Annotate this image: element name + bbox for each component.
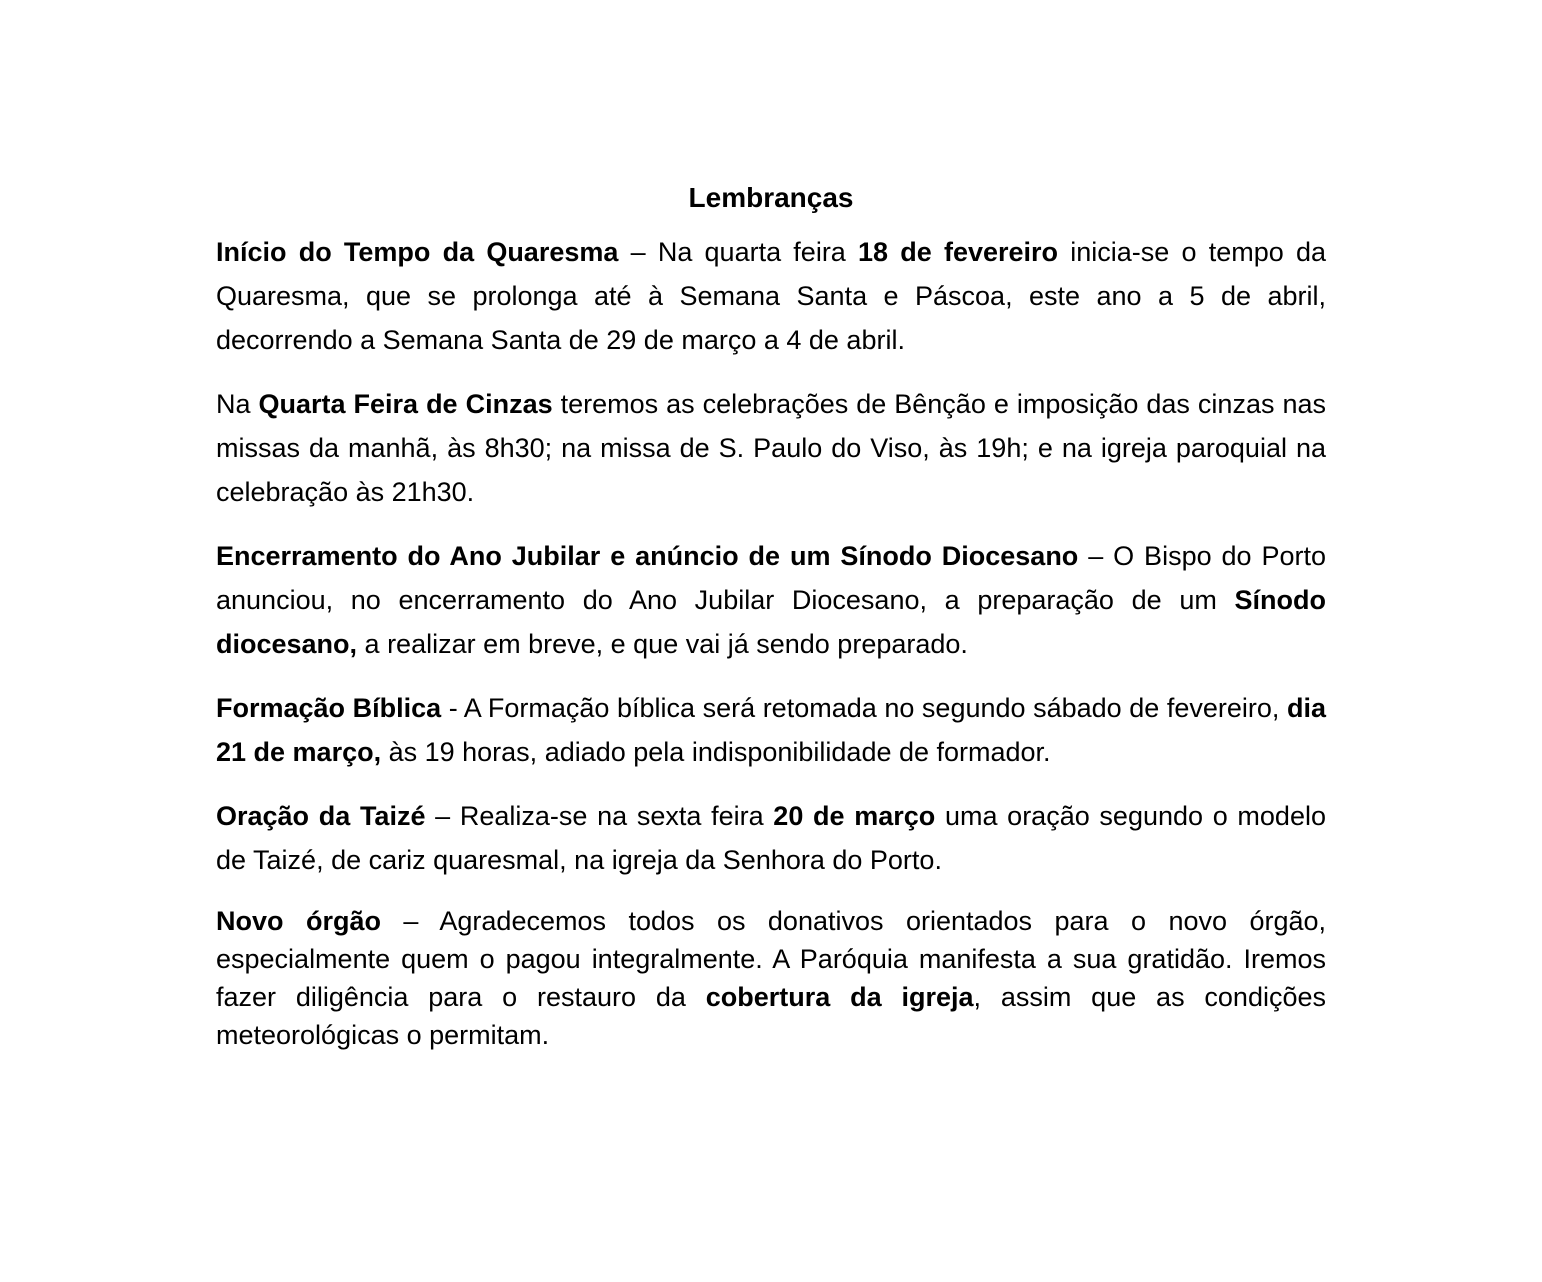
paragraph-cinzas bbox=[216, 382, 1326, 514]
paragraph-text: , assim que as condições meteorológicas o permitam. bbox=[216, 982, 1326, 1050]
paragraph-text: a realizar em breve, e que vai já sendo preparado. bbox=[357, 629, 968, 659]
paragraph-emphasis: 20 de março bbox=[773, 801, 936, 831]
paragraph-heading: Início do Tempo da Quaresma bbox=[216, 237, 619, 267]
paragraph-text: – Agradecemos todos os donativos orientados para o novo órgão, especialmente quem o pagou integralmente. A Paróquia manifesta a sua gratidão. Iremos fazer diligência para o restauro da bbox=[216, 906, 1326, 1012]
paragraph-formacao bbox=[216, 686, 1326, 774]
paragraph-heading: Formação Bíblica bbox=[216, 693, 442, 723]
paragraph-text: – O Bispo do Porto anunciou, no encerramento do Ano Jubilar Diocesano, a preparação de um bbox=[216, 541, 1326, 615]
paragraph-text: inicia-se o tempo da Quaresma, que se prolonga até à Semana Santa e Páscoa, este ano a 5 de abril, decorrendo a Semana Santa de 29 de março a 4 de abril. bbox=[216, 237, 1326, 355]
paragraph-text: uma oração segundo o modelo de Taizé, de cariz quaresmal, na igreja da Senhora do Porto. bbox=[216, 801, 1326, 875]
paragraph-orgao bbox=[216, 902, 1326, 1054]
paragraph-heading: Encerramento do Ano Jubilar e anúncio de um Sínodo Diocesano bbox=[216, 541, 1079, 571]
paragraph-text: teremos as celebrações de Bênção e imposição das cinzas nas missas da manhã, às 8h30; na missa de S. Paulo do Viso, às 19h; e na igreja paroquial na celebração às 21h30. bbox=[216, 389, 1326, 507]
paragraph-emphasis: dia 21 de março, bbox=[216, 693, 1326, 767]
paragraph-text: – Realiza-se na sexta feira bbox=[425, 801, 774, 831]
paragraph-text: – Na quarta feira bbox=[618, 237, 859, 267]
document-page bbox=[216, 176, 1326, 1074]
paragraph-taize bbox=[216, 794, 1326, 882]
paragraph-emphasis: 18 de fevereiro bbox=[858, 237, 1059, 267]
document-title: Lembranças bbox=[688, 182, 854, 213]
paragraph-quaresma bbox=[216, 230, 1326, 362]
paragraph-text: Na bbox=[216, 389, 259, 419]
paragraph-heading: Oração da Taizé bbox=[216, 801, 426, 831]
paragraph-emphasis: cobertura da igreja bbox=[705, 982, 974, 1012]
paragraph-heading: Novo órgão bbox=[216, 906, 381, 936]
paragraph-text: - A Formação bíblica será retomada no segundo sábado de fevereiro, bbox=[441, 693, 1287, 723]
paragraph-sinodo bbox=[216, 534, 1326, 666]
paragraph-emphasis: Sínodo diocesano, bbox=[216, 585, 1326, 659]
paragraph-emphasis: Quarta Feira de Cinzas bbox=[258, 389, 553, 419]
paragraph-text: às 19 horas, adiado pela indisponibilidade de formador. bbox=[381, 737, 1051, 767]
